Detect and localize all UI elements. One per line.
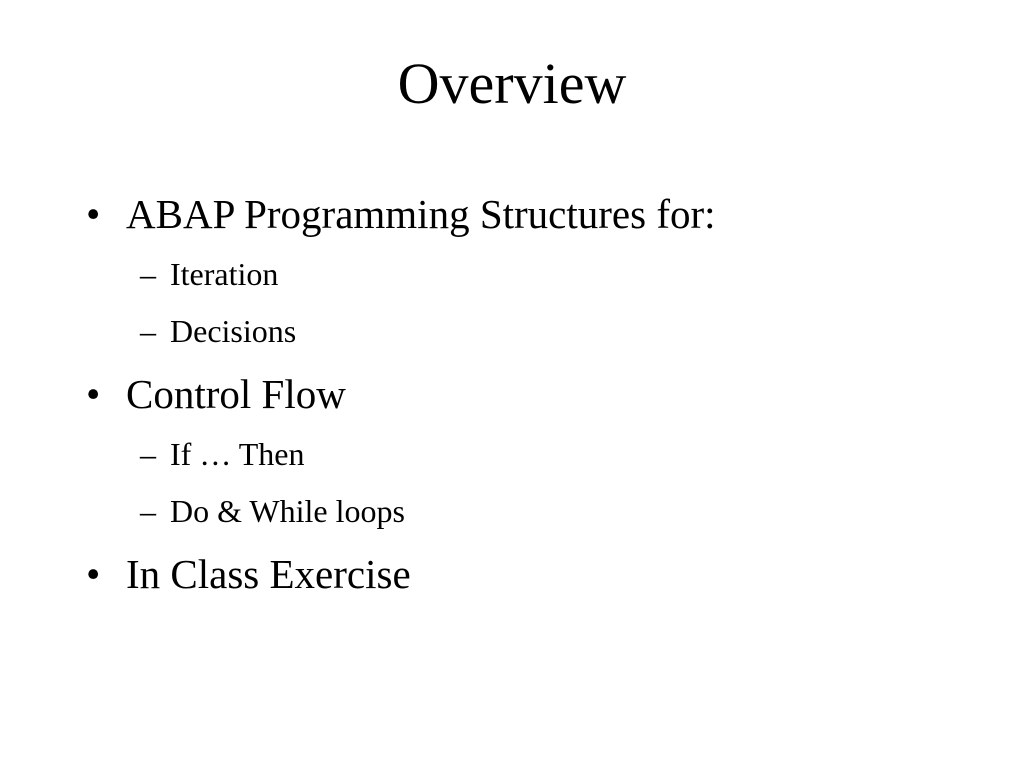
bullet-text: In Class Exercise [126,551,411,597]
bullet-icon: • [86,551,101,597]
slide-title: Overview [397,51,627,116]
bullet-text: ABAP Programming Structures for: [126,191,716,237]
sub-bullet-text: Do & While loops [170,493,405,529]
dash-icon: – [140,493,156,529]
dash-icon: – [140,256,156,292]
bullet-text: Control Flow [126,371,346,417]
bullet-icon: • [86,371,101,417]
dash-icon: – [140,436,156,472]
dash-icon: – [140,313,156,349]
sub-bullet-text: If … Then [170,436,305,472]
sub-bullet-text: Iteration [170,256,279,292]
bullet-icon: • [86,191,101,237]
sub-bullet-text: Decisions [170,313,297,349]
